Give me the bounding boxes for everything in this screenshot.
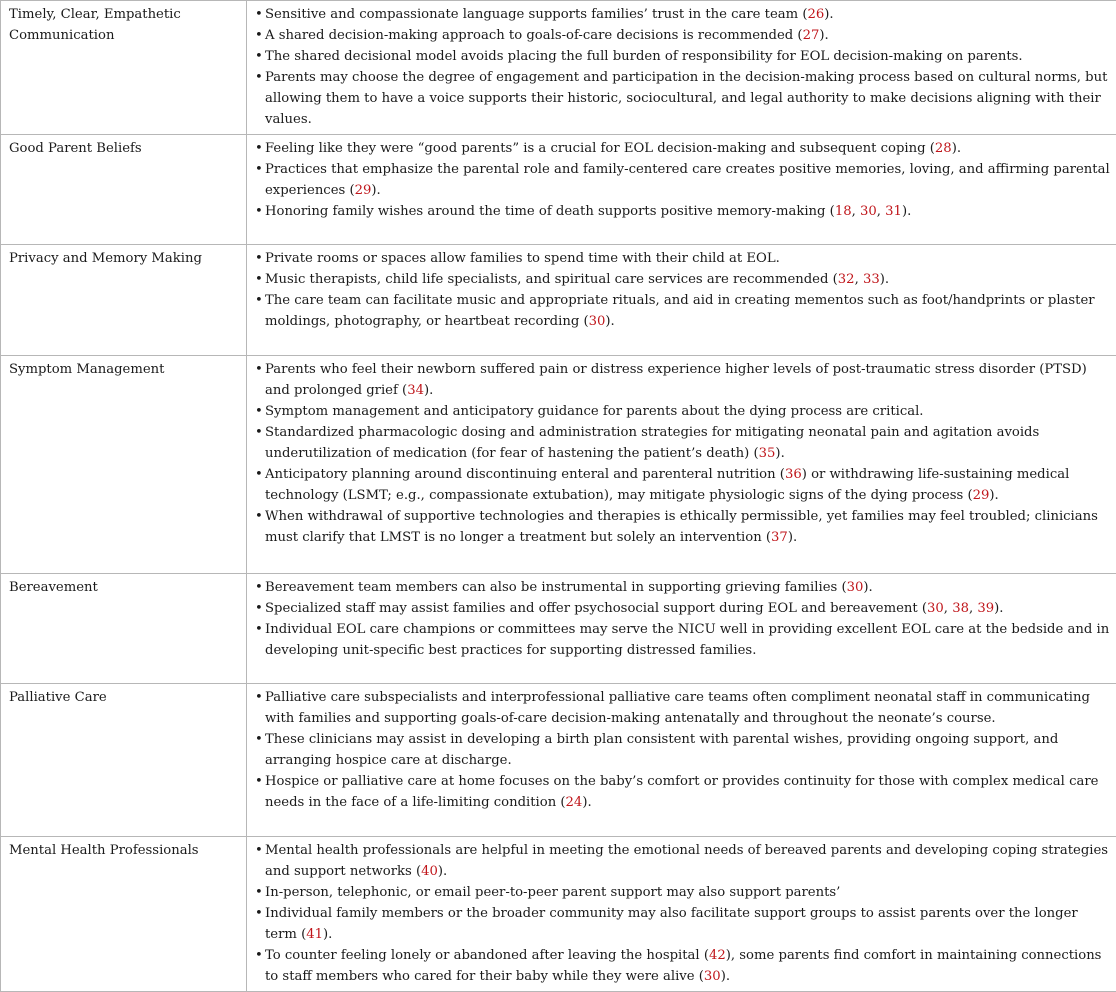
bullet-item <box>255 67 1112 130</box>
citation-link[interactable]: 39 <box>977 601 994 616</box>
bullet-item <box>255 269 1112 290</box>
citation-link[interactable]: 41 <box>306 927 323 942</box>
bullet-item <box>255 422 1112 464</box>
citation-link[interactable]: 28 <box>935 141 952 156</box>
bullet-list <box>255 687 1112 813</box>
topic-cell: Good Parent Beliefs <box>1 135 247 245</box>
citation-link[interactable]: 30 <box>847 580 864 595</box>
bullet-text: ). <box>323 927 332 942</box>
citation-link[interactable]: 24 <box>566 795 583 810</box>
bullet-item <box>255 159 1112 201</box>
bullet-text: , <box>877 204 885 219</box>
citation-link[interactable]: 38 <box>952 601 969 616</box>
topic-cell: Palliative Care <box>1 684 247 837</box>
table-row <box>1 135 1116 245</box>
bullet-text: ), some parents find comfort in maintaining connections to staff members who cared for their baby while they were alive ( <box>265 948 1101 984</box>
bullet-text: ). <box>819 28 828 43</box>
bullet-text: ). <box>371 183 380 198</box>
points-cell <box>247 574 1116 684</box>
table-row <box>1 574 1116 684</box>
bullet-text: The shared decisional model avoids placing the full burden of responsibility for EOL decision-making on parents. <box>265 49 1023 64</box>
bullet-text: Feeling like they were “good parents” is a crucial for EOL decision-making and subsequent coping ( <box>265 141 935 156</box>
bullet-item <box>255 290 1112 332</box>
table-row <box>1 1 1116 135</box>
bullet-item <box>255 729 1112 771</box>
bullet-text: ). <box>605 314 614 329</box>
bullet-text: Standardized pharmacologic dosing and administration strategies for mitigating neonatal pain and agitation avoids underutilization of medication (for fear of hastening the patient’s death) ( <box>265 425 1039 461</box>
bullet-item <box>255 619 1112 661</box>
bullet-text: ). <box>994 601 1003 616</box>
citation-link[interactable]: 30 <box>927 601 944 616</box>
bullet-list <box>255 248 1112 332</box>
bullet-item <box>255 903 1112 945</box>
citation-link[interactable]: 30 <box>589 314 606 329</box>
bullet-item <box>255 46 1112 67</box>
citation-link[interactable]: 36 <box>785 467 802 482</box>
bullet-item <box>255 840 1112 882</box>
citation-link[interactable]: 37 <box>771 530 788 545</box>
bullet-text: When withdrawal of supportive technologies and therapies is ethically permissible, yet families may feel troubled; clinicians must clarify that LMST is no longer a treatment but solely an intervention ( <box>265 509 1098 545</box>
bullet-item <box>255 401 1112 422</box>
topic-cell: Privacy and Memory Making <box>1 245 247 356</box>
bullet-text: Anticipatory planning around discontinuing enteral and parenteral nutrition ( <box>265 467 785 482</box>
bullet-item <box>255 4 1112 25</box>
topic-cell: Bereavement <box>1 574 247 684</box>
bullet-text: Parents who feel their newborn suffered pain or distress experience higher levels of post-traumatic stress disorder (PTSD) and prolonged grief ( <box>265 362 1087 398</box>
citation-link[interactable]: 32 <box>838 272 855 287</box>
bullet-text: Parents may choose the degree of engagement and participation in the decision-making process based on cultural norms, but allowing them to have a voice supports their historic, sociocultural, and legal authority to make decisions aligning with their values. <box>265 70 1107 127</box>
bullet-text: ). <box>424 383 433 398</box>
bullet-text: , <box>855 272 863 287</box>
bullet-text: ). <box>989 488 998 503</box>
bullet-text: ). <box>952 141 961 156</box>
bullet-text: ). <box>438 864 447 879</box>
table-row <box>1 356 1116 574</box>
bullet-text: Specialized staff may assist families and offer psychosocial support during EOL and bereavement ( <box>265 601 927 616</box>
bullet-text: Music therapists, child life specialists, and spiritual care services are recommended ( <box>265 272 838 287</box>
points-cell <box>247 837 1116 992</box>
bullet-list <box>255 359 1112 548</box>
citation-link[interactable]: 29 <box>973 488 990 503</box>
bullet-item <box>255 577 1112 598</box>
bullet-item <box>255 506 1112 548</box>
bullet-item <box>255 771 1112 813</box>
bullet-text: ) or withdrawing life-sustaining medical technology (LSMT; e.g., compassionate extubation), may mitigate physiologic signs of the dying process ( <box>265 467 1069 503</box>
points-cell <box>247 684 1116 837</box>
bullet-item <box>255 359 1112 401</box>
bullet-item <box>255 464 1112 506</box>
citation-link[interactable]: 29 <box>355 183 372 198</box>
bullet-list <box>255 577 1112 661</box>
bullet-text: ). <box>902 204 911 219</box>
bullet-item <box>255 598 1112 619</box>
bullet-text: ). <box>775 446 784 461</box>
citation-link[interactable]: 30 <box>704 969 721 984</box>
points-cell <box>247 356 1116 574</box>
bullet-text: Individual family members or the broader community may also facilitate support groups to assist parents over the longer term ( <box>265 906 1078 942</box>
bullet-text: , <box>944 601 952 616</box>
bullet-text: Mental health professionals are helpful in meeting the emotional needs of bereaved parents and developing coping strategies and support networks ( <box>265 843 1108 879</box>
citation-link[interactable]: 27 <box>803 28 820 43</box>
table-row <box>1 245 1116 356</box>
table-row <box>1 684 1116 837</box>
bullet-item <box>255 201 1112 222</box>
citation-link[interactable]: 35 <box>759 446 776 461</box>
bullet-text: The care team can facilitate music and appropriate rituals, and aid in creating mementos such as foot/handprints or plaster moldings, photography, or heartbeat recording ( <box>265 293 1095 329</box>
bullet-text: Honoring family wishes around the time of death supports positive memory-making ( <box>265 204 835 219</box>
bullet-text: ). <box>824 7 833 22</box>
citation-link[interactable]: 26 <box>807 7 824 22</box>
bullet-text: A shared decision-making approach to goals-of-care decisions is recommended ( <box>265 28 803 43</box>
bullet-text: ). <box>788 530 797 545</box>
bullet-item <box>255 687 1112 729</box>
citation-link[interactable]: 18 <box>835 204 852 219</box>
bullet-text: In-person, telephonic, or email peer-to-peer parent support may also support parents’ <box>265 885 840 900</box>
topic-cell: Symptom Management <box>1 356 247 574</box>
bullet-text: Hospice or palliative care at home focuses on the baby’s comfort or provides continuity for those with complex medical care needs in the face of a life-limiting condition ( <box>265 774 1098 810</box>
bullet-text: , <box>969 601 977 616</box>
bullet-text: Sensitive and compassionate language supports families’ trust in the care team ( <box>265 7 807 22</box>
bullet-text: ). <box>582 795 591 810</box>
bullet-item <box>255 882 1112 903</box>
citation-link[interactable]: 34 <box>407 383 424 398</box>
bullet-text: ). <box>863 580 872 595</box>
bullet-text: To counter feeling lonely or abandoned after leaving the hospital ( <box>265 948 709 963</box>
bullet-item <box>255 25 1112 46</box>
bullet-text: Symptom management and anticipatory guidance for parents about the dying process are critical. <box>265 404 924 419</box>
bullet-list <box>255 840 1112 987</box>
table-row <box>1 837 1116 992</box>
bullet-text: Practices that emphasize the parental role and family-centered care creates positive memories, loving, and affirming parental experiences ( <box>265 162 1110 198</box>
topic-cell: Timely, Clear, Empathetic Communication <box>1 1 247 135</box>
bullet-text: , <box>852 204 860 219</box>
points-cell <box>247 135 1116 245</box>
citation-link[interactable]: 31 <box>885 204 902 219</box>
bullet-list <box>255 138 1112 222</box>
bullet-item <box>255 138 1112 159</box>
citation-link[interactable]: 42 <box>709 948 726 963</box>
citation-link[interactable]: 33 <box>863 272 880 287</box>
citation-link[interactable]: 30 <box>860 204 877 219</box>
bullet-text: ). <box>880 272 889 287</box>
bullet-text: ). <box>721 969 730 984</box>
bullet-text: Bereavement team members can also be instrumental in supporting grieving families ( <box>265 580 847 595</box>
bullet-text: Palliative care subspecialists and interprofessional palliative care teams often compliment neonatal staff in communicating with families and supporting goals-of-care decision-making antenatally and throughout the neonate’s course. <box>265 690 1090 726</box>
citation-link[interactable]: 40 <box>421 864 438 879</box>
points-cell <box>247 245 1116 356</box>
bullet-text: Private rooms or spaces allow families to spend time with their child at EOL. <box>265 251 780 266</box>
points-cell <box>247 1 1116 135</box>
bullet-text: These clinicians may assist in developing a birth plan consistent with parental wishes, providing ongoing support, and arranging hospice care at discharge. <box>265 732 1058 768</box>
topic-cell: Mental Health Professionals <box>1 837 247 992</box>
bullet-item <box>255 248 1112 269</box>
bullet-text: Individual EOL care champions or committees may serve the NICU well in providing excellent EOL care at the bedside and in developing unit-specific best practices for supporting distressed families. <box>265 622 1109 658</box>
bullet-list <box>255 4 1112 130</box>
bullet-item <box>255 945 1112 987</box>
